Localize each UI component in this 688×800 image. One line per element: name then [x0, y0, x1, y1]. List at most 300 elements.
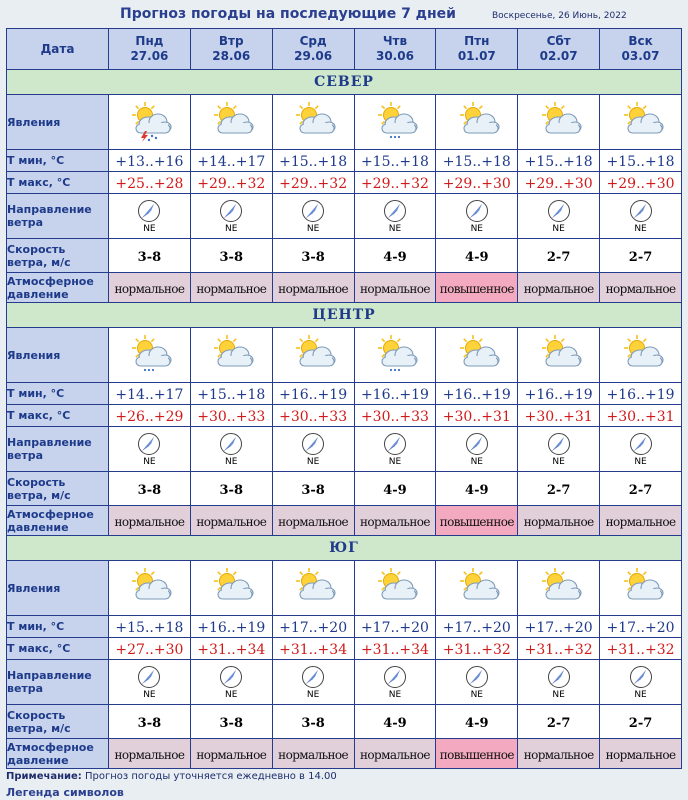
wind-direction-value: NE [470, 689, 483, 700]
tmax-value: +30..+33 [279, 409, 348, 425]
wind-direction-cell [109, 660, 191, 705]
tmax-value: +29..+30 [606, 176, 675, 192]
wind-compass-icon [301, 666, 325, 685]
wind-speed-value: 4-9 [383, 483, 407, 498]
phenomena-cell [436, 328, 518, 383]
region-name: ЦЕНТР [7, 303, 682, 328]
tmax-label: Т макс, °C [7, 638, 109, 660]
wind-speed-label-line1: Скорость [7, 242, 66, 256]
wind-compass-icon [137, 200, 161, 219]
wind-direction-cell [436, 660, 518, 705]
wind-speed-label [7, 705, 109, 739]
wind-direction-cell [436, 427, 518, 472]
wind-speed-cell [518, 472, 600, 506]
wind-direction-value: NE [388, 456, 402, 467]
wind-speed-value: 2-7 [628, 483, 653, 498]
tmin-cell [109, 383, 191, 405]
wind-speed-cell [272, 472, 354, 506]
pressure-cell [600, 506, 682, 536]
region-row [7, 70, 682, 95]
tmax-value: +29..+32 [360, 176, 429, 192]
pressure-value: нормальное [278, 282, 349, 296]
pressure-label-line2: давление [7, 287, 69, 301]
partly-cloudy-icon [289, 345, 337, 364]
pressure-value: нормальное [360, 515, 430, 529]
page-header [0, 0, 688, 28]
pressure-cell [190, 273, 272, 303]
day-header [600, 29, 682, 70]
day-name: Срд [299, 34, 327, 48]
wind-speed-value: 3-8 [137, 483, 162, 498]
partly-cloudy-icon [289, 578, 337, 597]
wind-compass-icon [383, 433, 407, 452]
phenomena-cell [272, 328, 354, 383]
wind-direction-cell [190, 660, 272, 705]
tmin-cell [600, 150, 682, 172]
phenomena-cell [109, 95, 191, 150]
tmin-value: +14..+17 [197, 154, 266, 170]
wind-speed-value: 2-7 [628, 250, 653, 265]
day-header [436, 29, 518, 70]
wind-compass-icon [137, 433, 161, 452]
wind-direction-value: NE [634, 456, 647, 467]
phenomena-cell [354, 95, 436, 150]
tmax-cell [518, 638, 600, 660]
wind-direction-value: NE [143, 689, 156, 700]
tmin-label: Т мин, °C [7, 383, 109, 405]
wind-direction-label-line2: ветра [7, 682, 44, 695]
day-date: 03.07 [621, 49, 660, 63]
wind-compass-icon [219, 666, 243, 685]
wind-direction-cell [354, 660, 436, 705]
wind-speed-value: 4-9 [465, 483, 489, 498]
tmax-value: +31..+32 [442, 642, 511, 658]
region-row [7, 536, 682, 561]
day-header [272, 29, 354, 70]
tmin-cell [190, 383, 272, 405]
phenomena-cell [518, 328, 600, 383]
pressure-cell [436, 273, 518, 303]
wind-direction-cell [190, 427, 272, 472]
wind-direction-label-line2: ветра [7, 216, 44, 229]
wind-direction-value: NE [388, 223, 402, 234]
tmin-value: +14..+17 [115, 387, 184, 403]
wind-direction-cell [109, 194, 191, 239]
pressure-value: нормальное [523, 282, 594, 296]
pressure-value: нормальное [360, 748, 430, 762]
tmin-value: +15..+18 [197, 387, 266, 403]
tmax-label: Т макс, °C [7, 172, 109, 194]
tmax-value: +31..+34 [197, 642, 266, 658]
wind-speed-cell [600, 705, 682, 739]
day-date: 02.07 [539, 49, 578, 63]
wind-direction-label-line1: Направление [7, 436, 92, 449]
wind-direction-label-line1: Направление [7, 203, 92, 216]
tmin-cell [109, 616, 191, 638]
phenomena-cell [190, 95, 272, 150]
tmax-value: +30..+31 [606, 409, 675, 425]
wind-direction-value: NE [306, 456, 320, 467]
partly-cloudy-icon [453, 112, 501, 131]
pressure-value: нормальное [196, 515, 267, 529]
pressure-value: нормальное [523, 515, 594, 529]
wind-direction-value: NE [470, 223, 483, 234]
pressure-cell [600, 273, 682, 303]
partly-cloudy-icon [535, 345, 583, 364]
wind-compass-icon [629, 666, 653, 685]
tmin-value: +16..+19 [442, 387, 511, 403]
wind-speed-cell [109, 472, 191, 506]
wind-compass-icon [547, 200, 571, 219]
wind-compass-icon [301, 433, 325, 452]
phenomena-cell [518, 561, 600, 616]
pressure-value: нормальное [605, 748, 676, 762]
tmin-cell [109, 150, 191, 172]
wind-direction-label [7, 427, 109, 472]
tmax-cell [272, 405, 354, 427]
page-title: Прогноз погоды на последующие 7 дней [120, 6, 456, 22]
wind-direction-value: NE [634, 689, 647, 700]
wind-direction-row [7, 194, 682, 239]
day-header [518, 29, 600, 70]
wind-compass-icon [219, 200, 243, 219]
tmin-label: Т мин, °C [7, 150, 109, 172]
day-date: 30.06 [375, 49, 414, 63]
wind-direction-value: NE [306, 223, 320, 234]
tmin-cell [354, 616, 436, 638]
tmin-cell [600, 383, 682, 405]
tmin-row [7, 383, 682, 405]
wind-direction-value: NE [552, 223, 565, 234]
pressure-cell [109, 739, 191, 769]
wind-speed-cell [109, 705, 191, 739]
phenomena-cell [600, 561, 682, 616]
tmax-row [7, 172, 682, 194]
wind-compass-icon [465, 433, 489, 452]
tmax-cell [436, 638, 518, 660]
pressure-cell [109, 506, 191, 536]
tmax-value: +29..+32 [197, 176, 266, 192]
date-column-header: Дата [7, 29, 109, 70]
partly-cloudy-icon [617, 112, 665, 131]
wind-direction-label [7, 194, 109, 239]
wind-speed-cell [436, 705, 518, 739]
tmax-cell [190, 172, 272, 194]
wind-speed-label [7, 239, 109, 273]
partly-cloudy-light-rain-icon [371, 112, 419, 131]
tmax-value: +30..+31 [442, 409, 511, 425]
partly-cloudy-light-rain-icon [125, 345, 173, 364]
phenomena-cell [190, 561, 272, 616]
phenomena-label: Явления [7, 95, 109, 150]
pressure-cell [600, 739, 682, 769]
wind-compass-icon [547, 666, 571, 685]
tmax-value: +27..+30 [115, 642, 184, 658]
partly-cloudy-icon [535, 112, 583, 131]
phenomena-cell [109, 328, 191, 383]
wind-direction-value: NE [225, 223, 238, 234]
tmin-value: +15..+18 [442, 154, 511, 170]
pressure-cell [518, 273, 600, 303]
tmax-value: +31..+34 [279, 642, 348, 658]
wind-speed-label-line2: ветра, м/с [7, 255, 71, 269]
day-date: 27.06 [130, 49, 169, 63]
wind-speed-row [7, 239, 682, 273]
tmin-value: +13..+16 [115, 154, 184, 170]
wind-speed-value: 2-7 [628, 716, 653, 731]
partly-cloudy-icon [617, 345, 665, 364]
tmax-cell [518, 405, 600, 427]
wind-direction-value: NE [634, 223, 647, 234]
phenomena-cell [190, 328, 272, 383]
wind-direction-cell [518, 427, 600, 472]
pressure-value: нормальное [523, 748, 594, 762]
partly-cloudy-icon [453, 578, 501, 597]
wind-speed-cell [354, 472, 436, 506]
pressure-cell [436, 506, 518, 536]
wind-compass-icon [465, 666, 489, 685]
tmin-value: +16..+19 [360, 387, 429, 403]
wind-direction-value: NE [470, 456, 483, 467]
tmin-value: +16..+19 [197, 620, 266, 636]
partly-cloudy-light-rain-icon [371, 345, 419, 364]
wind-speed-cell [354, 239, 436, 273]
wind-speed-label [7, 472, 109, 506]
tmax-cell [600, 638, 682, 660]
tmin-cell [190, 616, 272, 638]
partly-cloudy-icon [207, 112, 255, 131]
pressure-row [7, 739, 682, 769]
day-name: Вск [628, 34, 653, 48]
tmin-cell [436, 150, 518, 172]
pressure-cell [109, 273, 191, 303]
wind-compass-icon [629, 433, 653, 452]
tmin-value: +15..+18 [279, 154, 348, 170]
tmin-cell [436, 383, 518, 405]
phenomena-row [7, 328, 682, 383]
region-name: СЕВЕР [7, 70, 682, 95]
pressure-value: нормальное [114, 748, 185, 762]
tmax-value: +29..+30 [524, 176, 593, 192]
pressure-value: нормальное [196, 748, 267, 762]
tmin-row [7, 150, 682, 172]
phenomena-cell [518, 95, 600, 150]
phenomena-cell [354, 328, 436, 383]
wind-speed-cell [272, 705, 354, 739]
partly-cloudy-thunderstorm-icon [125, 112, 173, 131]
tmin-value: +15..+18 [606, 154, 675, 170]
tmin-cell [190, 150, 272, 172]
wind-speed-value: 4-9 [465, 250, 489, 265]
tmin-label: Т мин, °C [7, 616, 109, 638]
tmin-row [7, 616, 682, 638]
wind-direction-cell [600, 427, 682, 472]
tmax-cell [518, 172, 600, 194]
tmin-value: +17..+20 [279, 620, 348, 636]
pressure-cell [272, 506, 354, 536]
partly-cloudy-icon [207, 578, 255, 597]
wind-direction-cell [436, 194, 518, 239]
tmax-cell [109, 405, 191, 427]
wind-direction-value: NE [306, 689, 320, 700]
wind-compass-icon [137, 666, 161, 685]
wind-speed-label-line1: Скорость [7, 475, 66, 489]
tmax-cell [354, 405, 436, 427]
phenomena-cell [272, 95, 354, 150]
wind-direction-cell [354, 427, 436, 472]
wind-speed-value: 3-8 [137, 716, 162, 731]
tmax-label: Т макс, °C [7, 405, 109, 427]
tmin-cell [272, 150, 354, 172]
pressure-label-line1: Атмосферное [7, 740, 94, 754]
wind-speed-cell [354, 705, 436, 739]
wind-speed-cell [518, 239, 600, 273]
current-date: Воскресенье, 26 Июнь, 2022 [492, 11, 627, 21]
wind-direction-value: NE [388, 689, 402, 700]
pressure-row [7, 506, 682, 536]
tmin-value: +17..+20 [524, 620, 593, 636]
partly-cloudy-icon [371, 578, 419, 597]
wind-direction-label-line1: Направление [7, 669, 92, 682]
wind-direction-value: NE [552, 456, 565, 467]
wind-speed-cell [272, 239, 354, 273]
day-name: Втр [218, 34, 244, 48]
partly-cloudy-icon [289, 112, 337, 131]
partly-cloudy-icon [453, 345, 501, 364]
tmin-value: +16..+19 [524, 387, 593, 403]
wind-direction-row [7, 660, 682, 705]
phenomena-cell [354, 561, 436, 616]
tmin-value: +17..+20 [360, 620, 429, 636]
wind-compass-icon [465, 200, 489, 219]
tmin-cell [272, 383, 354, 405]
wind-direction-cell [272, 660, 354, 705]
wind-direction-cell [600, 660, 682, 705]
pressure-value: нормальное [196, 282, 267, 296]
wind-speed-row [7, 705, 682, 739]
day-name: Птн [464, 34, 490, 48]
phenomena-label: Явления [7, 561, 109, 616]
wind-speed-cell [109, 239, 191, 273]
phenomena-label: Явления [7, 328, 109, 383]
wind-compass-icon [547, 433, 571, 452]
pressure-value: нормальное [114, 282, 185, 296]
pressure-value: нормальное [278, 515, 349, 529]
wind-direction-value: NE [552, 689, 565, 700]
wind-speed-cell [190, 239, 272, 273]
pressure-label-line1: Атмосферное [7, 507, 94, 521]
pressure-cell [518, 506, 600, 536]
pressure-value: повышенное [439, 282, 514, 296]
wind-speed-label-line2: ветра, м/с [7, 488, 71, 502]
wind-speed-value: 4-9 [383, 250, 407, 265]
tmax-value: +30..+33 [360, 409, 429, 425]
tmin-cell [600, 616, 682, 638]
day-name: Пнд [135, 34, 164, 48]
wind-direction-cell [109, 427, 191, 472]
tmax-cell [272, 172, 354, 194]
wind-compass-icon [383, 666, 407, 685]
tmax-cell [190, 405, 272, 427]
tmax-cell [190, 638, 272, 660]
tmax-cell [109, 638, 191, 660]
wind-speed-value: 2-7 [546, 483, 571, 498]
tmax-value: +26..+29 [115, 409, 184, 425]
region-name: ЮГ [7, 536, 682, 561]
pressure-cell [518, 739, 600, 769]
pressure-value: нормальное [360, 282, 430, 296]
tmax-cell [272, 638, 354, 660]
day-date: 28.06 [212, 49, 251, 63]
tmax-row [7, 405, 682, 427]
day-date: 29.06 [294, 49, 333, 63]
pressure-cell [190, 506, 272, 536]
footnote [6, 771, 337, 782]
tmin-value: +17..+20 [606, 620, 675, 636]
pressure-cell [354, 506, 436, 536]
tmax-cell [436, 172, 518, 194]
wind-speed-cell [190, 705, 272, 739]
tmin-value: +17..+20 [442, 620, 511, 636]
day-header [190, 29, 272, 70]
pressure-label-line2: давление [7, 520, 69, 534]
tmin-cell [518, 616, 600, 638]
pressure-cell [354, 273, 436, 303]
tmin-cell [354, 383, 436, 405]
day-name: Чтв [382, 34, 408, 48]
note-text: Прогноз погоды уточняется ежедневно в 14.00 [85, 771, 337, 782]
phenomena-cell [436, 561, 518, 616]
wind-speed-value: 3-8 [219, 250, 244, 265]
wind-direction-cell [518, 660, 600, 705]
pressure-cell [272, 739, 354, 769]
day-header-row [7, 29, 682, 70]
tmax-value: +30..+33 [197, 409, 266, 425]
wind-direction-cell [190, 194, 272, 239]
wind-speed-value: 3-8 [301, 483, 325, 498]
wind-speed-cell [436, 239, 518, 273]
pressure-value: нормальное [278, 748, 349, 762]
wind-speed-value: 3-8 [219, 716, 244, 731]
tmin-value: +15..+18 [360, 154, 429, 170]
tmax-value: +31..+32 [606, 642, 675, 658]
tmax-row [7, 638, 682, 660]
pressure-value: нормальное [114, 515, 185, 529]
region-row [7, 303, 682, 328]
forecast-table [6, 28, 682, 769]
wind-speed-cell [600, 472, 682, 506]
pressure-row [7, 273, 682, 303]
pressure-value: нормальное [605, 282, 676, 296]
wind-speed-value: 3-8 [137, 250, 162, 265]
pressure-label [7, 739, 109, 769]
tmin-cell [272, 616, 354, 638]
legend-link[interactable]: Легенда символов [6, 786, 124, 799]
pressure-label-line2: давление [7, 753, 69, 767]
partly-cloudy-icon [535, 578, 583, 597]
pressure-label [7, 506, 109, 536]
tmax-value: +31..+32 [524, 642, 593, 658]
pressure-value: повышенное [439, 515, 514, 529]
phenomena-cell [600, 328, 682, 383]
wind-direction-value: NE [225, 689, 238, 700]
wind-speed-cell [436, 472, 518, 506]
wind-speed-value: 3-8 [301, 716, 325, 731]
wind-speed-cell [600, 239, 682, 273]
wind-direction-label-line2: ветра [7, 449, 44, 462]
pressure-value: повышенное [439, 748, 514, 762]
tmin-value: +16..+19 [279, 387, 348, 403]
